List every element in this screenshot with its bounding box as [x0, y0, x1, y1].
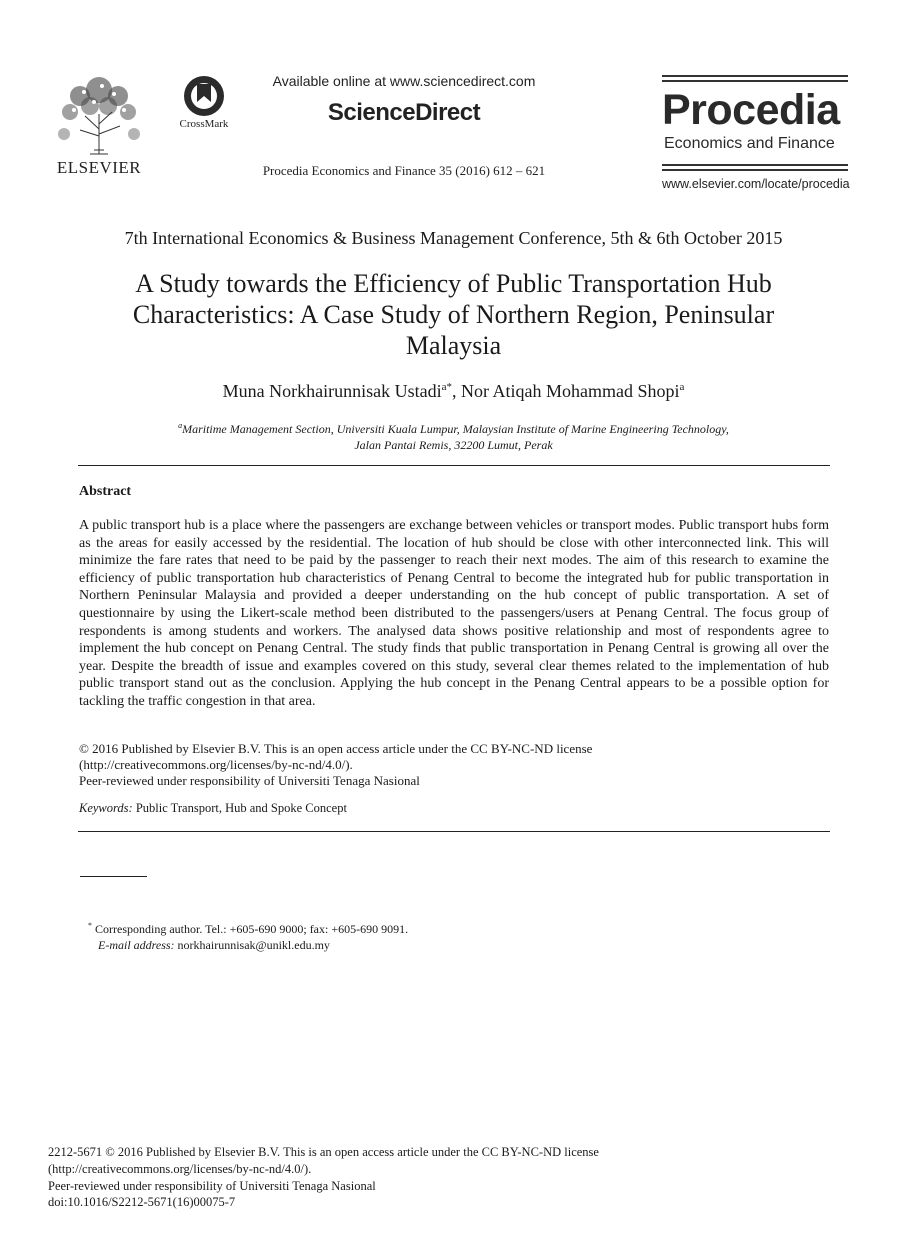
email-label: E-mail address:: [98, 938, 175, 952]
bottom-license-link[interactable]: http://creativecommons.org/licenses/by-nc-nd/4.0/: [52, 1161, 304, 1176]
paren: ).: [303, 1161, 312, 1176]
affil-line: Maritime Management Section, Universiti Kuala Lumpur, Malaysian Institute of Marine Engineering Technology,: [182, 422, 729, 436]
author-affil-marker: a*: [441, 381, 452, 393]
license-line: © 2016 Published by Elsevier B.V. This is an open access article under the CC BY-NC-ND license: [79, 741, 593, 756]
bottom-peer-review: Peer-reviewed under responsibility of Universiti Tenaga Nasional: [48, 1178, 376, 1193]
crossmark-label: CrossMark: [179, 118, 229, 130]
footnote: [88, 918, 788, 953]
procedia-logo-subtitle: Economics and Finance: [664, 135, 835, 152]
title-line: A Study towards the Efficiency of Public Transportation Hub: [135, 269, 772, 298]
affil-marker: a: [178, 421, 183, 430]
divider: [78, 831, 830, 832]
procedia-rule-top: [662, 75, 848, 77]
title-line: Malaysia: [405, 331, 502, 360]
procedia-rule-bottom-2: [662, 169, 848, 171]
author-name: Muna Norkhairunnisak Ustadi: [222, 381, 442, 401]
abstract-body: A public transport hub is a place where the passengers are exchange between vehicles or transport modes. Public transport hubs form as the areas for easily accessed by the residential. The location of hub should be close with other interconnected link. This will minimize the fare rates that need to be paid by the passenger to reach their next modes. The aim of this research to examine the efficiency of public transportation hub characteristics of Penang Central to become the integrated hub for public transportation in Northern Peninsular Malaysia and provided a deeper understanding on the hub concept of public transportation. A set of questionnaire by using the Likert-scale method been distributed to the passengers/users at Penang Central. The focus group of respondents is among students and workers. The analysed data shows positive relationship and most of respondents agree to implement the hub concept on Penang Central. The study finds that public transportation in Penang Central is growing all over the year. Despite the breadth of issue and examples covered on this study, several clear themes related to the implementation of hub public transport stand out as the conclusion. Applying the hub concept in the Penang Central appears to be a possible option for tackling the traffic congestion in that area.: [79, 518, 829, 709]
affiliation: [100, 418, 807, 453]
paper-title: [90, 268, 817, 361]
journal-reference: Procedia Economics and Finance 35 (2016) 612 – 621: [262, 163, 546, 178]
corresponding-author: Corresponding author. Tel.: +605-690 9000; fax: +605-690 9091.: [92, 922, 409, 936]
author-list: [0, 381, 907, 402]
affil-line: Jalan Pantai Remis, 32200 Lumut, Perak: [354, 438, 553, 452]
issn-license-line: 2212-5671 © 2016 Published by Elsevier B.V. This is an open access article under the CC BY-NC-ND license: [48, 1145, 599, 1159]
email-address[interactable]: norkhairunnisak@unikl.edu.my: [174, 938, 330, 952]
procedia-logo-title: Procedia: [662, 86, 840, 134]
paren: (: [79, 757, 84, 772]
elsevier-wordmark: ELSEVIER: [56, 158, 142, 177]
keywords-label: Keywords:: [79, 801, 133, 815]
procedia-url[interactable]: www.elsevier.com/locate/procedia: [662, 177, 850, 191]
conference-line: 7th International Economics & Business Management Conference, 5th & 6th October 2015: [124, 228, 783, 248]
divider: [78, 465, 830, 466]
footnote-marker: *: [88, 921, 92, 930]
available-online-text: Available online at www.sciencedirect.com: [272, 73, 536, 89]
keywords-text: Public Transport, Hub and Spoke Concept: [132, 801, 347, 815]
abstract-heading: Abstract: [79, 484, 132, 499]
procedia-rule-top-2: [662, 80, 848, 82]
author-separator: ,: [451, 381, 461, 401]
doi[interactable]: doi:10.1016/S2212-5671(16)00075-7: [48, 1195, 236, 1210]
procedia-rule-bottom: [662, 164, 848, 166]
footnote-rule: [80, 876, 147, 877]
sciencedirect-wordmark: ScienceDirect: [327, 99, 481, 126]
bottom-info: [48, 1144, 858, 1211]
author-name: Nor Atiqah Mohammad Shopi: [460, 381, 680, 401]
peer-review-line: Peer-reviewed under responsibility of Universiti Tenaga Nasional: [79, 773, 420, 788]
title-line: Characteristics: A Case Study of Northern Region, Peninsular: [132, 300, 775, 329]
keywords: [79, 801, 829, 816]
license-statement: [79, 741, 829, 789]
paren: (: [48, 1161, 53, 1176]
license-link[interactable]: http://creativecommons.org/licenses/by-nc-nd/4.0/: [83, 757, 346, 772]
paren: ).: [345, 757, 353, 772]
author-affil-marker: a: [679, 381, 685, 393]
